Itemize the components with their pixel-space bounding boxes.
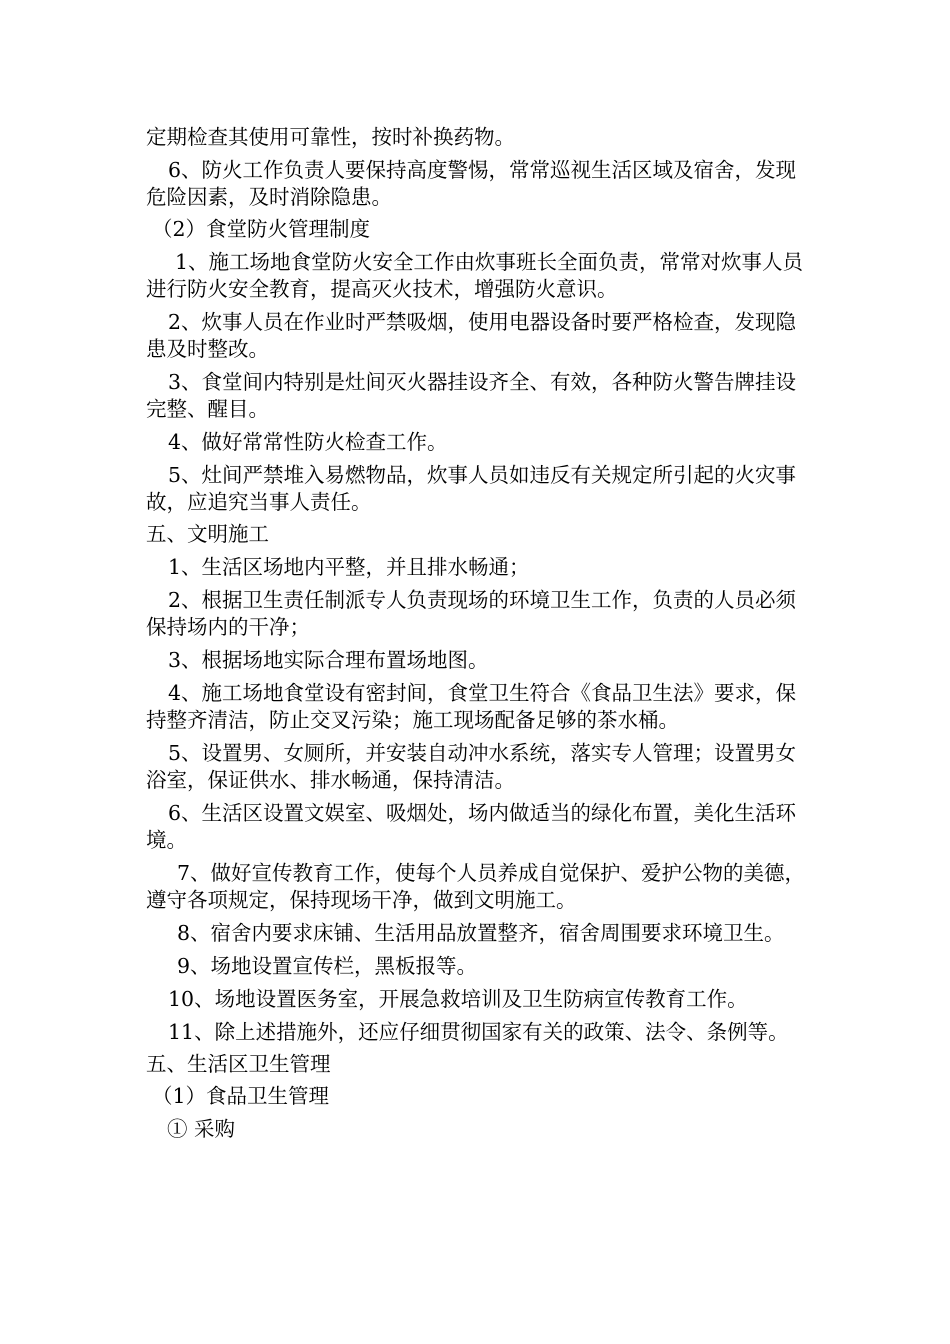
paragraph-14: 5、设置男、女厕所，并安装自动冲水系统，落实专人管理；设置男女浴室，保证供水、排水畅通，保持清洁。 <box>146 741 797 792</box>
item-heading-purchasing: ① 采购 <box>167 1117 236 1141</box>
paragraph-8: 5、灶间严禁堆入易燃物品，炊事人员如违反有关规定所引起的火灾事故，应追究当事人责任。 <box>146 463 797 514</box>
section-heading-civilized-construction: 五、文明施工 <box>146 522 269 546</box>
paragraph-13: 4、施工场地食堂设有密封间，食堂卫生符合《食品卫生法》要求，保持整齐清洁，防止交叉污染；施工现场配备足够的茶水桶。 <box>146 681 797 732</box>
paragraph-6: 3、食堂间内特别是灶间灭火器挂设齐全、有效，各种防火警告牌挂设完整、醒目。 <box>146 370 797 421</box>
section-heading-canteen-fire: （2）食堂防火管理制度 <box>152 217 371 241</box>
paragraph-19: 10、场地设置医务室，开展急救培训及卫生防病宣传教育工作。 <box>168 987 748 1011</box>
paragraph-15: 6、生活区设置文娱室、吸烟处，场内做适当的绿化布置，美化生活环境。 <box>146 801 797 852</box>
paragraph-20: 11、除上述措施外，还应仔细贯彻国家有关的政策、法令、条例等。 <box>168 1020 789 1044</box>
paragraph-18: 9、场地设置宣传栏，黑板报等。 <box>177 954 478 978</box>
paragraph-2: 6、防火工作负责人要保持高度警惕，常常巡视生活区域及宿舍，发现危险因素，及时消除隐患。 <box>146 158 797 209</box>
paragraph-12: 3、根据场地实际合理布置场地图。 <box>168 648 489 672</box>
paragraph-11: 2、根据卫生责任制派专人负责现场的环境卫生工作，负责的人员必须保持场内的干净； <box>146 588 797 639</box>
paragraph-16: 7、做好宣传教育工作，使每个人员养成自觉保护、爱护公物的美德，遵守各项规定，保持现场干净，做到文明施工。 <box>146 861 806 912</box>
paragraph-7: 4、做好常常性防火检查工作。 <box>168 430 448 454</box>
section-heading-living-hygiene: 五、生活区卫生管理 <box>146 1052 331 1076</box>
document-body <box>146 124 810 1143</box>
subsection-heading-food-hygiene: （1）食品卫生管理 <box>152 1084 330 1108</box>
paragraph-1: 定期检查其使用可靠性，按时补换药物。 <box>146 125 515 149</box>
paragraph-10: 1、生活区场地内平整，并且排水畅通； <box>168 555 530 579</box>
paragraph-4: 1、施工场地食堂防火安全工作由炊事班长全面负责，常常对炊事人员进行防火安全教育，提高灭火技术，增强防火意识。 <box>146 250 804 301</box>
paragraph-17: 8、宿舍内要求床铺、生活用品放置整齐，宿舍周围要求环境卫生。 <box>177 921 785 945</box>
paragraph-5: 2、炊事人员在作业时严禁吸烟，使用电器设备时要严格检查，发现隐患及时整改。 <box>146 310 797 361</box>
